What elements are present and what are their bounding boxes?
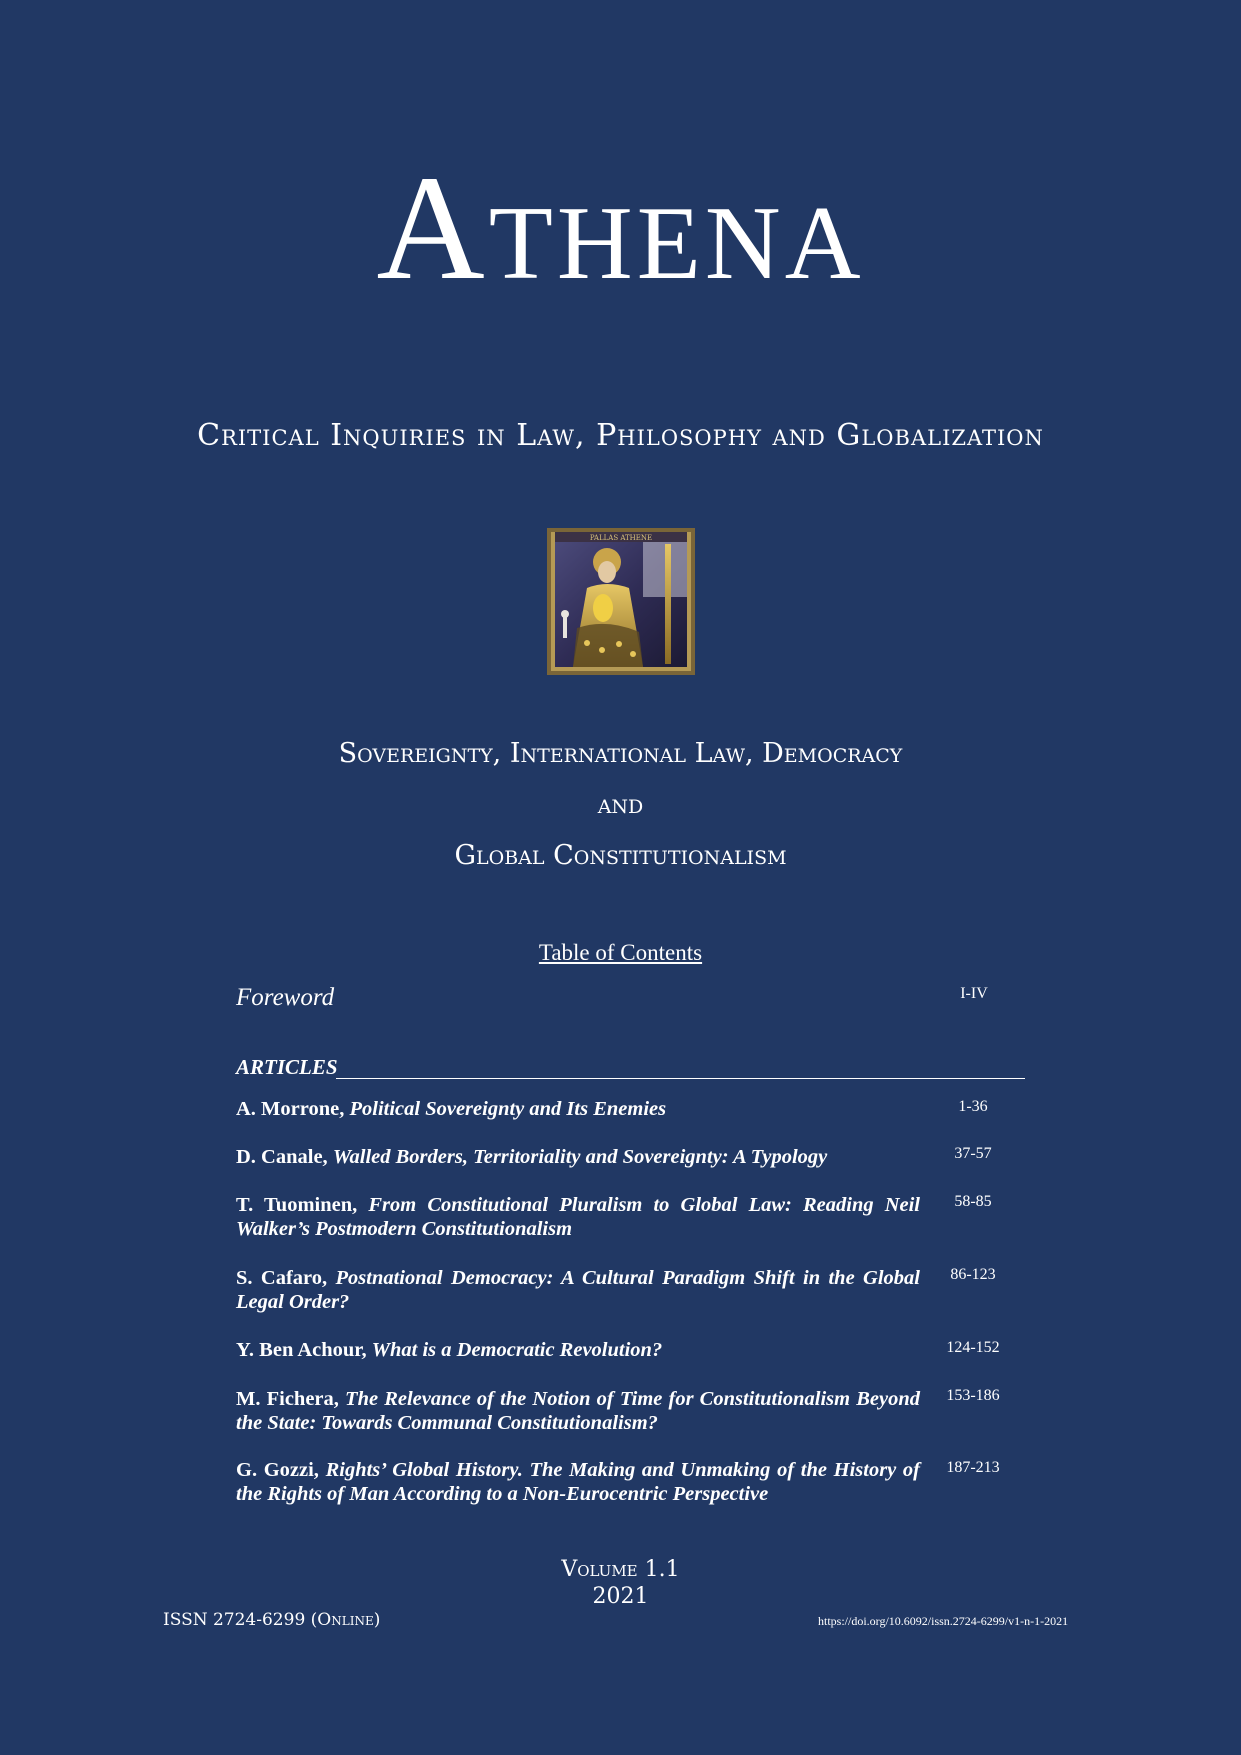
article-author: Y. Ben Achour, <box>236 1339 367 1361</box>
article-author: D. Canale, <box>236 1146 328 1168</box>
foreword-pages: I-IV <box>960 985 988 1002</box>
article-entry <box>236 1387 920 1435</box>
article-title: Rights’ Global History. The Making and Unmaking of the History of the Rights of Man According to a Non-Eurocentric Perspective <box>236 1459 921 1505</box>
doi-link[interactable]: https://doi.org/10.6092/issn.2724-6299/v1-n-1-2021 <box>818 1614 1069 1628</box>
athena-painting-icon <box>547 528 695 675</box>
article-author: M. Fichera, <box>236 1388 339 1410</box>
issn: ISSN 2724-6299 (Online) <box>163 1610 381 1630</box>
volume-year: 2021 <box>592 1584 649 1609</box>
article-author: T. Tuominen, <box>236 1194 358 1216</box>
article-entry <box>236 1145 920 1169</box>
journal-subtitle: Critical Inquiries in Law, Philosophy and Globalization <box>197 418 1044 453</box>
articles-rule <box>336 1078 1025 1079</box>
articles-heading: ARTICLES <box>236 1055 338 1079</box>
article-entry <box>236 1097 920 1121</box>
journal-title: Athena <box>376 145 865 311</box>
toc-heading: Table of Contents <box>538 940 703 965</box>
foreword-label: Foreword <box>236 984 335 1011</box>
article-title: What is a Democratic Revolution? <box>371 1339 663 1361</box>
article-author: G. Gozzi, <box>236 1459 319 1481</box>
volume-block <box>0 1556 1241 1610</box>
issue-title-line3: Global Constitutionalism <box>454 840 787 871</box>
issue-title-line1: Sovereignty, International Law, Democracy <box>338 738 903 769</box>
article-entry <box>236 1338 920 1362</box>
painting-inscription: PALLAS ATHENE <box>589 534 653 542</box>
article-pages: 37-57 <box>954 1145 992 1162</box>
article-pages: 153-186 <box>946 1387 1000 1404</box>
article-pages: 124-152 <box>946 1339 1000 1356</box>
article-pages: 86-123 <box>950 1266 996 1283</box>
article-title: Political Sovereignty and Its Enemies <box>349 1098 667 1120</box>
article-title: Postnational Democracy: A Cultural Paradigm Shift in the Global Legal Order? <box>236 1267 920 1313</box>
article-entry <box>236 1266 920 1314</box>
issue-title-line2: and <box>597 789 644 820</box>
article-author: A. Morrone, <box>236 1098 345 1120</box>
article-pages: 1-36 <box>958 1098 988 1115</box>
article-title: The Relevance of the Notion of Time for Constitutionalism Beyond the State: Towards Communal Constitutionalism? <box>236 1388 920 1434</box>
article-title: Walled Borders, Territoriality and Sovereignty: A Typology <box>332 1146 828 1168</box>
article-pages: 187-213 <box>946 1459 1000 1476</box>
article-entry <box>236 1193 920 1241</box>
volume-label: Volume 1.1 <box>561 1557 680 1582</box>
article-entry <box>236 1458 920 1506</box>
article-title: From Constitutional Pluralism to Global Law: Reading Neil Walker’s Postmodern Constitutionalism <box>236 1194 920 1240</box>
article-pages: 58-85 <box>954 1193 992 1210</box>
article-author: S. Cafaro, <box>236 1267 328 1289</box>
